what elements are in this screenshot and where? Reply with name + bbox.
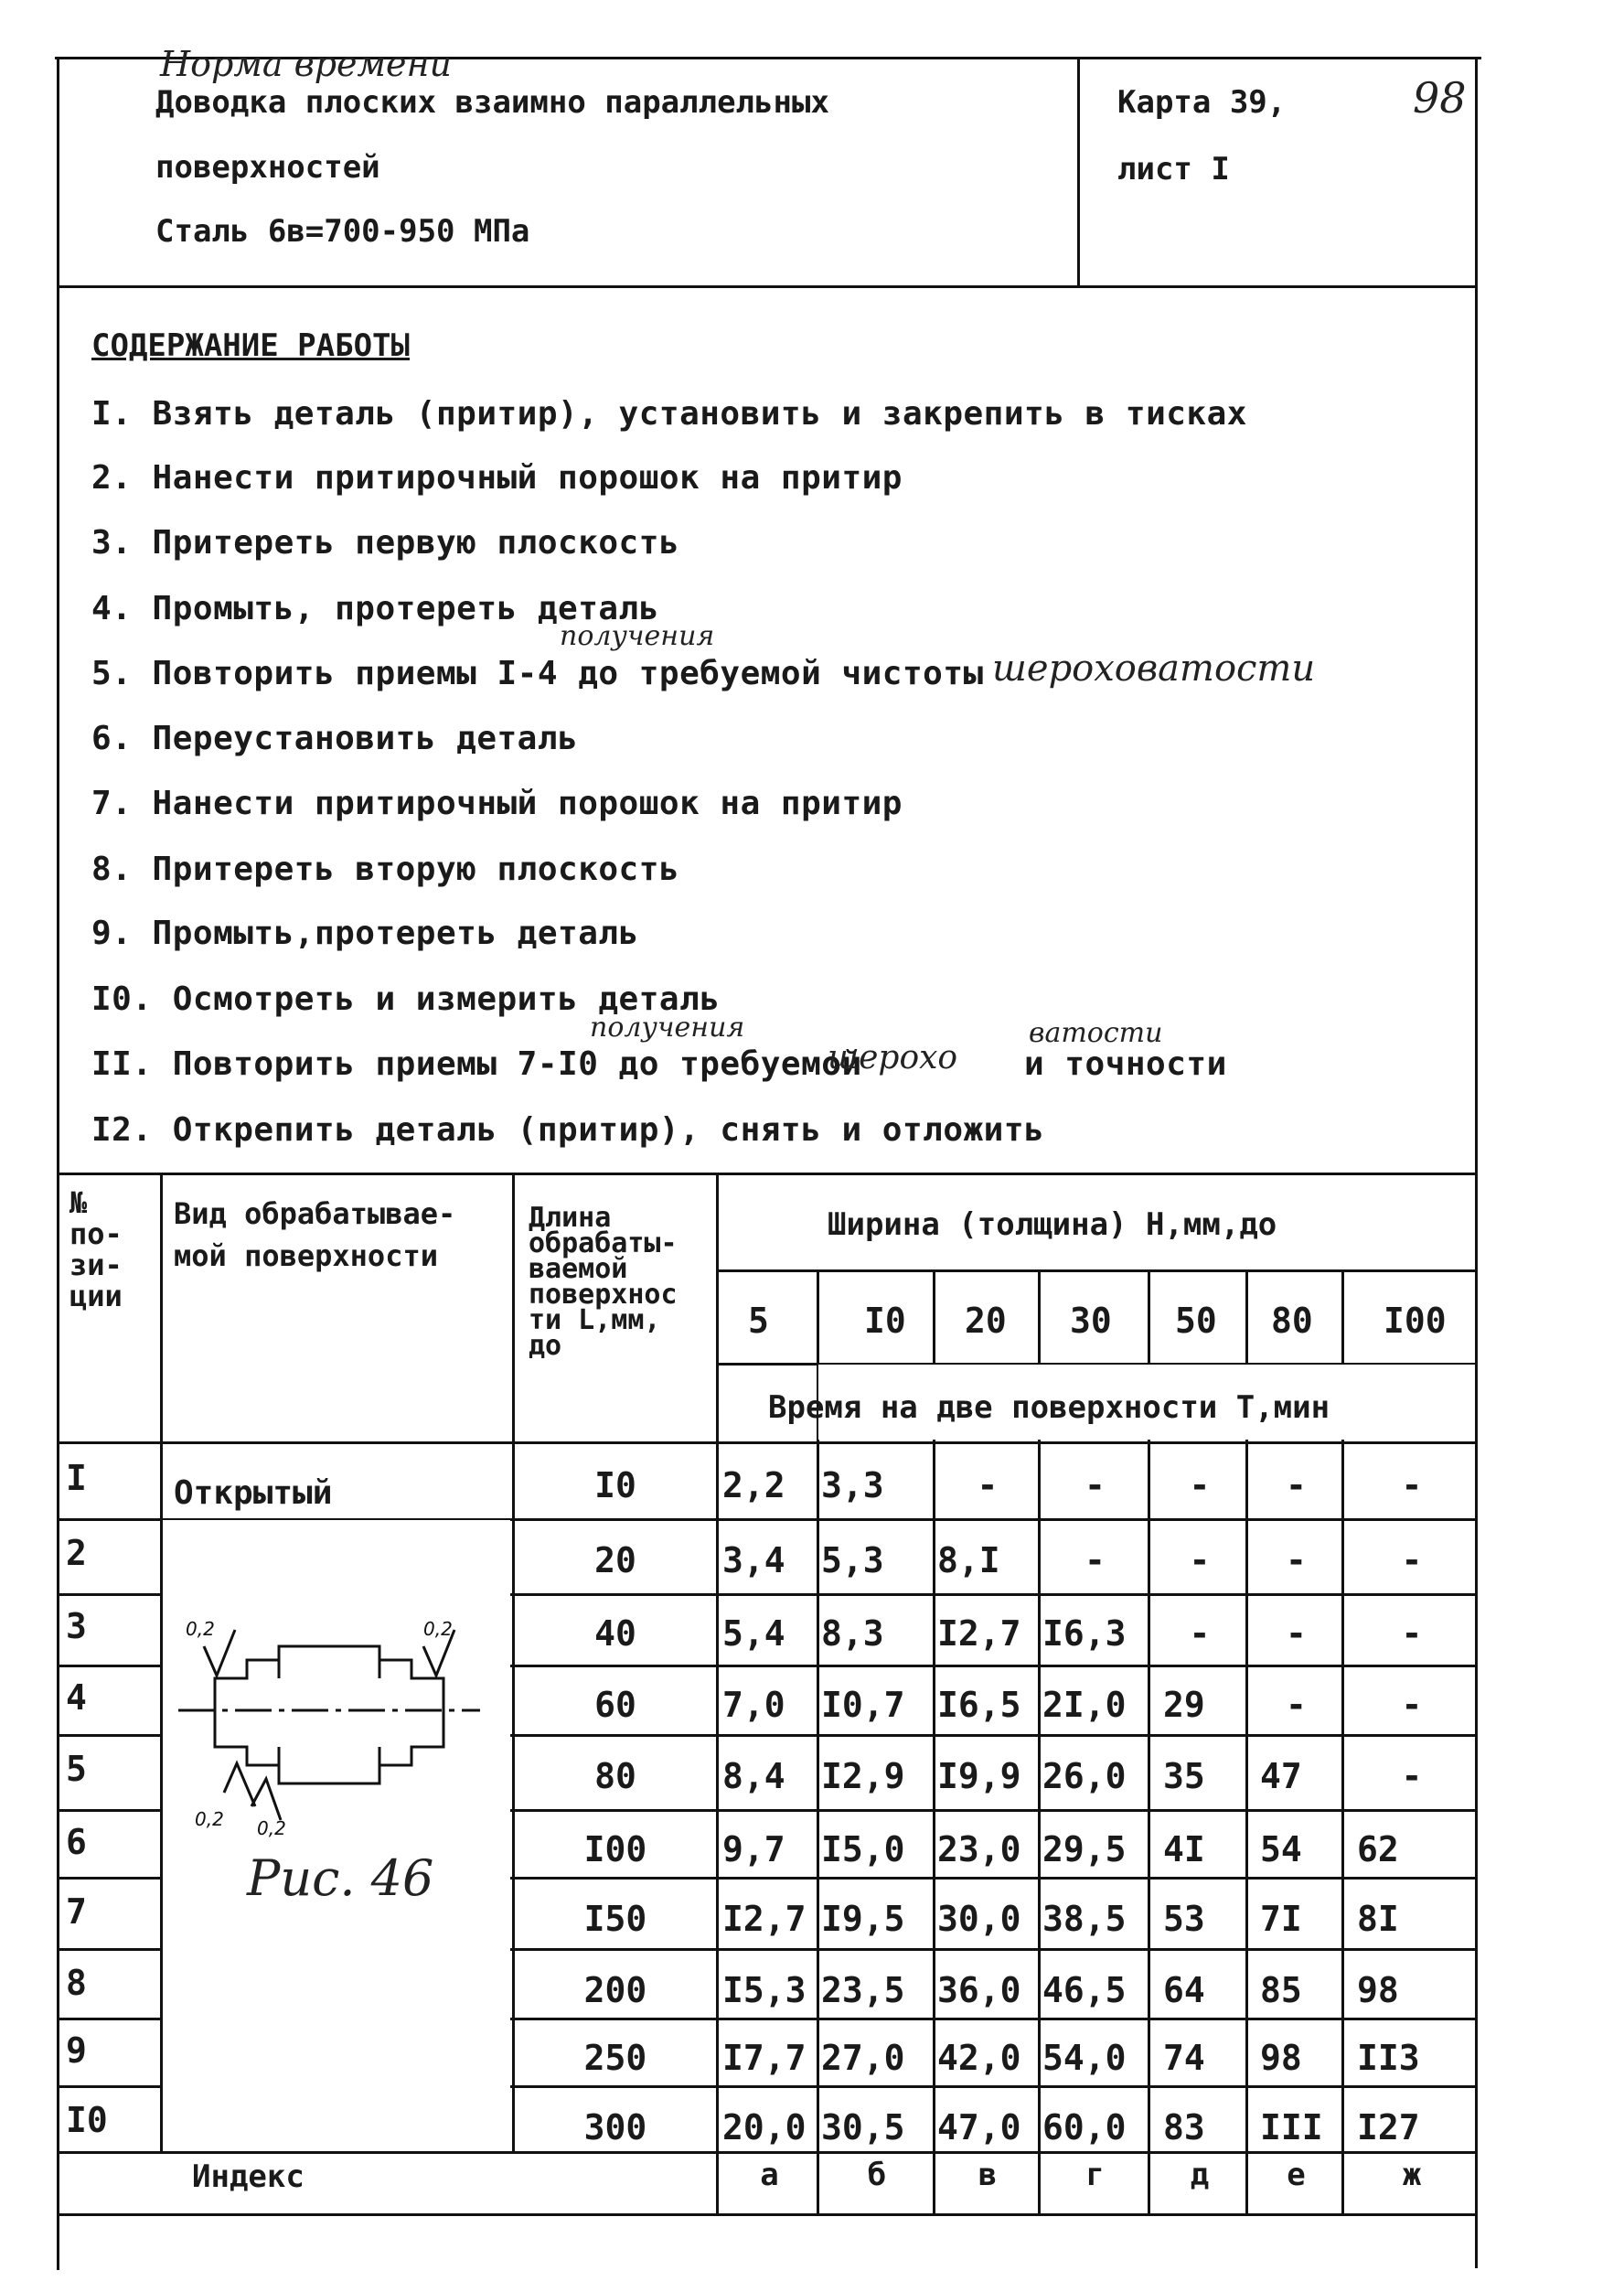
time-cell: 60,0 <box>1042 2107 1127 2147</box>
card-title-line1: Доводка плоских взаимно параллельных <box>155 84 829 121</box>
index-letter: б <box>867 2157 887 2193</box>
time-cell: 23,5 <box>821 1970 905 2010</box>
time-cell: - <box>1189 1613 1211 1654</box>
time-cell: 47,0 <box>937 2107 1021 2147</box>
handwritten-norm-title: Норма времени <box>160 44 453 84</box>
index-letter: г <box>1085 2157 1105 2193</box>
time-cell: 53 <box>1163 1899 1205 1939</box>
time-cell: I6,5 <box>937 1685 1021 1725</box>
time-cell: 4I <box>1163 1829 1205 1869</box>
row-length: I50 <box>583 1899 647 1939</box>
step-11-tail: и точности <box>1024 1045 1227 1083</box>
time-cell: 26,0 <box>1042 1756 1127 1796</box>
step-11-note: получения <box>590 1012 745 1044</box>
time-cell: - <box>1286 1685 1307 1725</box>
row-position: 5 <box>66 1749 87 1789</box>
row-position: 9 <box>66 2030 87 2071</box>
row-position: 2 <box>66 1533 87 1573</box>
time-cell: 23,0 <box>937 1829 1021 1869</box>
time-cell: 36,0 <box>937 1970 1021 2010</box>
row-position: 8 <box>66 1963 87 2003</box>
surface-type: Открытый <box>174 1474 333 1512</box>
step-5-inline-note: шероховатости <box>992 648 1316 690</box>
time-cell: 3,4 <box>722 1540 785 1580</box>
col-header-length: Длина обрабаты- ваемой поверхнос ти L,мм, до <box>529 1202 678 1362</box>
time-cell: I5,3 <box>722 1970 807 2010</box>
width-50: 50 <box>1175 1301 1217 1341</box>
content-title: СОДЕРЖАНИЕ РАБОТЫ <box>91 327 410 364</box>
row-position: I <box>66 1458 87 1498</box>
time-cell: I2,7 <box>722 1899 807 1939</box>
time-cell: 5,4 <box>722 1613 785 1654</box>
roughness-mark-2: 0,2 <box>423 1618 453 1640</box>
time-cell: 7I <box>1260 1899 1302 1939</box>
time-cell: I5,0 <box>821 1829 905 1869</box>
time-cell: I9,5 <box>821 1899 905 1939</box>
time-cell: 8I <box>1357 1899 1399 1939</box>
time-cell: 29 <box>1163 1685 1205 1725</box>
time-cell: 47 <box>1260 1756 1302 1796</box>
time-cell: I9,9 <box>937 1756 1021 1796</box>
roughness-mark-3: 0,2 <box>195 1808 224 1830</box>
step-11-note2: ватости <box>1029 1017 1163 1049</box>
time-cell: - <box>1189 1465 1211 1505</box>
step-11-inline-note: шерохо <box>828 1039 958 1076</box>
row-length: 80 <box>594 1756 636 1796</box>
time-cell: 20,0 <box>722 2107 807 2147</box>
time-cell: - <box>1286 1540 1307 1580</box>
row-position: 7 <box>66 1891 87 1932</box>
time-cell: 7,0 <box>722 1685 785 1725</box>
index-label: Индекс <box>192 2158 304 2195</box>
row-length: 60 <box>594 1685 636 1725</box>
time-cell: - <box>1286 1613 1307 1654</box>
row-position: 3 <box>66 1606 87 1646</box>
width-80: 80 <box>1271 1301 1313 1341</box>
step-5-note: получения <box>560 620 715 652</box>
time-cell: I6,3 <box>1042 1613 1127 1654</box>
page-number: 98 <box>1413 73 1467 123</box>
time-cell: I2,7 <box>937 1613 1021 1654</box>
step-8: 8. Притереть вторую плоскость <box>91 851 680 888</box>
part-drawing <box>178 1610 489 1838</box>
time-cell: 30,0 <box>937 1899 1021 1939</box>
time-cell: 38,5 <box>1042 1899 1127 1939</box>
time-cell: - <box>1084 1465 1106 1505</box>
row-position: 4 <box>66 1677 87 1718</box>
time-cell: I2,9 <box>821 1756 905 1796</box>
sheet-number: лист I <box>1117 151 1230 187</box>
index-letter: ж <box>1402 2157 1422 2193</box>
step-11: II. Повторить приемы 7-I0 до требуемой <box>91 1045 862 1083</box>
time-cell: 54,0 <box>1042 2038 1127 2078</box>
step-12: I2. Открепить деталь (притир), снять и отложить <box>91 1111 1045 1149</box>
time-cell: III <box>1260 2107 1323 2147</box>
card-title-line2: поверхностей <box>155 149 380 186</box>
step-10: I0. Осмотреть и измерить деталь <box>91 980 721 1018</box>
time-cell: - <box>1084 1540 1106 1580</box>
step-1: I. Взять деталь (притир), установить и закрепить в тисках <box>91 395 1247 433</box>
time-cell: 83 <box>1163 2107 1205 2147</box>
time-cell: 46,5 <box>1042 1970 1127 2010</box>
time-cell: II3 <box>1357 2038 1420 2078</box>
time-cell: 3,3 <box>821 1465 884 1505</box>
col-header-position: № по- зи- ции <box>69 1185 123 1313</box>
time-cell: 35 <box>1163 1756 1205 1796</box>
time-cell: 54 <box>1260 1829 1302 1869</box>
row-position: I0 <box>66 2100 108 2140</box>
index-letter: а <box>760 2157 779 2193</box>
step-7: 7. Нанести притирочный порошок на притир <box>91 785 903 822</box>
index-letter: в <box>978 2157 998 2193</box>
time-cell: 29,5 <box>1042 1829 1127 1869</box>
time-cell: 8,3 <box>821 1613 884 1654</box>
time-cell: - <box>1401 1685 1423 1725</box>
step-5: 5. Повторить приемы I-4 до требуемой чистоты <box>91 655 984 692</box>
time-cell: 98 <box>1357 1970 1399 2010</box>
time-cell: I0,7 <box>821 1685 905 1725</box>
time-cell: 74 <box>1163 2038 1205 2078</box>
time-cell: 8,4 <box>722 1756 785 1796</box>
time-cell: I27 <box>1357 2107 1420 2147</box>
time-cell: 64 <box>1163 1970 1205 2010</box>
index-letter: д <box>1190 2157 1210 2193</box>
time-cell: 8,I <box>937 1540 1000 1580</box>
time-cell: 2I,0 <box>1042 1685 1127 1725</box>
time-cell: 27,0 <box>821 2038 905 2078</box>
row-length: I0 <box>594 1465 636 1505</box>
step-9: 9. Промыть,протереть деталь <box>91 915 639 952</box>
time-cell: - <box>1401 1613 1423 1654</box>
roughness-mark-4: 0,2 <box>257 1817 286 1838</box>
time-cell: 2,2 <box>722 1465 785 1505</box>
time-cell: 5,3 <box>821 1540 884 1580</box>
time-cell: - <box>1401 1465 1423 1505</box>
row-length: 300 <box>583 2107 647 2147</box>
time-cell: 30,5 <box>821 2107 905 2147</box>
step-3: 3. Притереть первую плоскость <box>91 524 680 562</box>
time-cell: 98 <box>1260 2038 1302 2078</box>
row-length: 40 <box>594 1613 636 1654</box>
time-cell: - <box>1286 1465 1307 1505</box>
time-header: Время на две поверхности Т,мин <box>768 1389 1330 1426</box>
roughness-mark-1: 0,2 <box>186 1618 215 1640</box>
width-5: 5 <box>748 1301 769 1341</box>
time-cell: - <box>1189 1540 1211 1580</box>
card-title-line3: Сталь 6в=700-950 МПа <box>155 213 530 250</box>
row-length: 20 <box>594 1540 636 1580</box>
time-cell: 62 <box>1357 1829 1399 1869</box>
row-position: 6 <box>66 1822 87 1862</box>
figure-label: Рис. 46 <box>247 1849 434 1907</box>
time-cell: 9,7 <box>722 1829 785 1869</box>
time-cell: 85 <box>1260 1970 1302 2010</box>
row-length: 200 <box>583 1970 647 2010</box>
time-cell: - <box>977 1465 999 1505</box>
time-cell: I7,7 <box>722 2038 807 2078</box>
card-number: Карта 39, <box>1117 84 1287 121</box>
step-6: 6. Переустановить деталь <box>91 720 579 757</box>
row-length: 250 <box>583 2038 647 2078</box>
width-20: 20 <box>965 1301 1007 1341</box>
time-cell: - <box>1401 1540 1423 1580</box>
step-4: 4. Промыть, протереть деталь <box>91 590 659 627</box>
width-100: I00 <box>1384 1301 1447 1341</box>
row-length: I00 <box>583 1829 647 1869</box>
width-10: I0 <box>864 1301 906 1341</box>
width-header: Ширина (толщина) Н,мм,до <box>828 1206 1277 1243</box>
step-2: 2. Нанести притирочный порошок на притир <box>91 459 903 497</box>
time-cell: - <box>1401 1756 1423 1796</box>
time-cell: 42,0 <box>937 2038 1021 2078</box>
col-header-surface: Вид обрабатывае- мой поверхности <box>174 1196 456 1273</box>
index-letter: е <box>1287 2157 1306 2193</box>
width-30: 30 <box>1070 1301 1112 1341</box>
